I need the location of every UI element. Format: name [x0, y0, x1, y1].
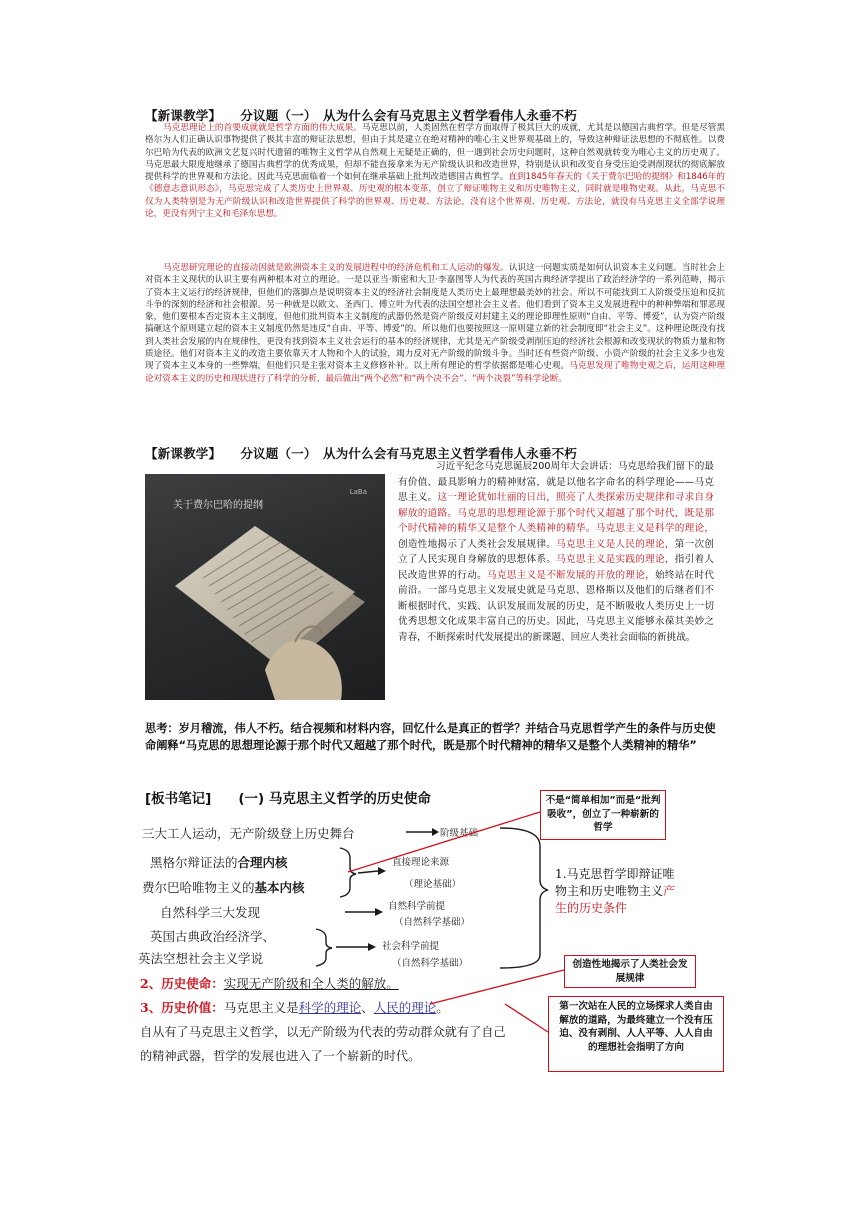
section1-paragraph-1 — [145, 122, 725, 220]
video-still[interactable] — [145, 474, 385, 700]
p2-seg-2: 马克思发现了唯物史观之后，运用这种理论对资本主义的历史和现状进行了科学的分析，最后做出“两个必然”和“两个决不会”、“两个决裂”等科学论断。 — [145, 361, 725, 384]
notes-row1: 三大工人运动，无产阶级登上历史舞台 — [142, 826, 355, 841]
brace-row4 — [316, 929, 332, 966]
section1-heading: 【新课教学】 分议题（一） 从为什么会有马克思主义哲学看伟人永垂不朽 — [145, 108, 578, 123]
section2-heading: 【新课教学】 分议题（一） 从为什么会有马克思主义哲学看伟人永垂不朽 — [145, 446, 578, 461]
callout-critical-absorption: 不是“简单相加”而是“批判吸收”，创立了一种崭新的哲学 — [540, 790, 666, 840]
quote-seg-4: 第一次创立了人民实现自身解放的思想体系。 — [398, 538, 715, 565]
row2-a-text: 黑格尔辩证法的 — [150, 855, 238, 870]
red-line-box2 — [430, 970, 564, 1004]
p1-seg-0: 马克思理论上的首要成就就是哲学方面的伟大成果。 — [163, 123, 362, 133]
notes-row2-result-2: （理论基础） — [404, 879, 462, 890]
value-sep: 、 — [361, 1000, 374, 1015]
notes-row4-result-2: （自然科学基础） — [392, 958, 469, 969]
notes-summary — [555, 866, 685, 917]
value-label: 3、历史价值： — [140, 1000, 224, 1015]
red-line-box3 — [505, 1004, 548, 1032]
summary-highlight: 产生的历史条件 — [555, 884, 676, 915]
p1-seg-1: 马克思以前，人类固然在哲学方面取得了极其巨大的成就，尤其是以德国古典哲学。但是尽管黑格尔为人们正确认识事物提供了极其丰富的辩证法思想，但由于其是建立在绝对精神的唯心主义世界观基础上的，导致这种辩证法思想的不彻底性。以费尔巴哈为代表的欧洲文艺复兴时代遗留的唯物主义哲学从自然观上无疑是正确的，但一遇到社会历史问题时，这种自然观就转变为唯心主义的历史观了。马克思最大限度地继承了德国古典哲学的优秀成果，但却不能直接拿来为无产阶级认识和改造世界，特别是认识和改变自身受压迫受剥削现状的彻底解放提供科学的世界观和方法论。因此马克思面临着一个如何在继承基础上批判改造德国古典哲学。 — [145, 123, 725, 183]
row2-b-text: 费尔巴哈唯物主义的 — [142, 880, 255, 895]
callout-law-of-society: 创造性地揭示了人类社会发展规律 — [564, 955, 696, 988]
notes-row2-result-1: 直接理论来源 — [392, 857, 450, 868]
p2-seg-0: 马克思研究理论的直接动因就是欧洲资本主义的发展进程中的经济危机和工人运动的爆发。 — [163, 263, 509, 273]
notes-row1-result: 阶级基础 — [440, 828, 479, 839]
notes-title: [板书笔记] (一) 马克思主义哲学的历史使命 — [145, 791, 431, 807]
manuscript-illustration — [145, 474, 385, 700]
quote-seg-7: 马克思主义是不断发展的开放的理论， — [486, 569, 655, 581]
think-question: 思考：岁月稽流，伟人不朽。结合视频和材料内容，回忆什么是真正的哲学？并结合马克思哲学产生的条件与历史使命阐释“马克思的思想理论源于那个时代又超越了那个时代，既是那个时代精神的精华又是整个人类精神的精华” — [145, 722, 716, 752]
notes-row4-result-1: 社会科学前提 — [382, 941, 440, 952]
notes-value — [140, 998, 449, 1016]
quote-seg-5: 马克思主义是实践的理论， — [556, 554, 675, 565]
value-end: 。 — [436, 1000, 449, 1015]
video-caption: 关于费尔巴哈的提纲 — [173, 500, 263, 511]
section1-paragraph-2 — [145, 262, 725, 385]
mission-text: 实现无产阶级和全人类的解放。 — [223, 976, 399, 991]
quote-seg-8: 始终站在时代前沿。一部马克思主义发展史就是马克思、恩格斯以及他们的后继者们不断根据时代、实践、认识发展而发展的历史，是不断吸收人类历史上一切优秀思想文化成果丰富自己的历史。因此，马克思主义能够永葆其美妙之青春，不断探索时代发展提出的新课题、回应人类社会面临的新挑战。 — [398, 569, 715, 643]
notes-row2-a — [150, 853, 288, 871]
quote-seg-2: 创造性地揭示了人类社会发展规律。 — [398, 538, 557, 550]
p1-seg-2: 直到1845年春天的《关于费尔巴哈的提纲》和1846年的《德意志意识形态》，马克思完成了人类历史上世界观、历史观的根本变革，创立了辩证唯物主义和历史唯物主义，同时就是唯物史观。从此，马克思不仅为人类特别是为无产阶级认识和改造世界提供了科学的世界观、历史观、方法论，没有这个世界观、历史观、方法论，就没有马克思主义全部学说理论，更没有列宁主义和毛泽东思想。 — [145, 172, 725, 220]
notes-row2-b — [142, 878, 305, 896]
p2-seg-1: 认识这一问题实质是如何认识资本主义问题。当时社会上对资本主义现状的认识主要有两种根本对立的理论。一是以亚当·斯密和大卫·李嘉图等人为代表的英国古典经济学提出了政治经济学的一系列范畴，揭示了资本主义运行的经济规律，但他们的落脚点是说明资本主义的经济社会制度是人类历史上最理想最美妙的社会。所以不可能找到工人阶级受压迫和反抗斗争的深刻的经济和社会根源。另一种就是以欧文、圣西门、傅立叶为代表的法国空想社会主义者。他们看到了资本主义发展进程中的种种弊端和罪恶现象，他们要根本否定资本主义制度，但他们批判资本主义制度的武器仍然是资产阶级反对封建主义的理论即理性原则“自由、平等、博爱”，认为资产阶级搞砸这个原则建立起的资本主义制度仍然是违反“自由、平等、博爱”的。所以他们也要按照这一原则建立新的社会制度即“社会主义”。这种理论既没有找到人类社会发展的内在规律性，更没有找到资本主义社会运行的基本的经济规律，尤其是无产阶级受剥削压迫的经济社会根源和改变现状的物质力量和物质途径。他们对资本主义的改造主要依靠天才人物和个人的试验，竭力反对无产阶级的阶级斗争。当时还有些资产阶级、小资产阶级的社会主义多少也发现了资本主义本身的一些弊端，但他们只是主张对资本主义修修补补。以上所有理论的哲学依据都是唯心史观。 — [145, 263, 725, 372]
quote-seg-6: 指引着人民改造世界的行动。 — [398, 554, 715, 581]
mission-label: 2、历史使命： — [140, 976, 224, 991]
notes-row3: 自然科学三大发现 — [160, 905, 261, 920]
brace-summary — [500, 828, 548, 968]
video-badge: LaBa — [349, 488, 367, 496]
notes-row4-a: 英国古典政治经济学、 — [150, 929, 276, 944]
quote-seg-1: 这一理论犹如壮丽的日出，照亮了人类探索历史规律和寻求自身解放的道路。马克思的思想理论源于那个时代又超越了那个时代，既是那个时代精神的精华又是整个人类精神的精华。马克思主义是科学的理论， — [398, 492, 715, 534]
value-link-people[interactable]: 人民的理论 — [373, 1000, 437, 1015]
notes-row4-b: 英法空想社会主义学说 — [138, 951, 264, 966]
value-pre: 马克思主义是 — [223, 1000, 299, 1015]
value-link-science[interactable]: 科学的理论 — [298, 1000, 362, 1015]
notes-mission — [140, 974, 399, 992]
quote-seg-0: 习近平纪念马克思诞辰200周年大会讲话：马克思给我们留下的最有价值、最具影响力的精神财富，就是以他名字命名的科学理论——马克思主义。 — [398, 461, 714, 503]
arrow-row2 — [358, 871, 378, 873]
row2-a-bold: 合理内核 — [237, 855, 288, 870]
notes-closing: 自从有了马克思主义哲学，以无产阶级为代表的劳动群众就有了自己的精神武器，哲学的发展也进入了一个崭新的时代。 — [140, 1025, 506, 1063]
summary-text: 1.马克思哲学即辩证唯物主和历史唯物主义 — [555, 867, 675, 898]
row2-b-bold: 基本内核 — [254, 880, 305, 895]
quote-seg-3: 马克思主义是人民的理论， — [556, 538, 675, 550]
xi-quote — [398, 459, 714, 645]
callout-people-liberation: 第一次站在人民的立场探求人类自由解放的道路，为最终建立一个没有压迫、没有剥削、人人平等、人人自由的理想社会指明了方向 — [548, 996, 724, 1072]
brace-row2 — [340, 848, 356, 897]
notes-row3-result-2: （自然科学基础） — [394, 917, 471, 928]
notes-row3-result-1: 自然科学前提 — [388, 901, 446, 912]
